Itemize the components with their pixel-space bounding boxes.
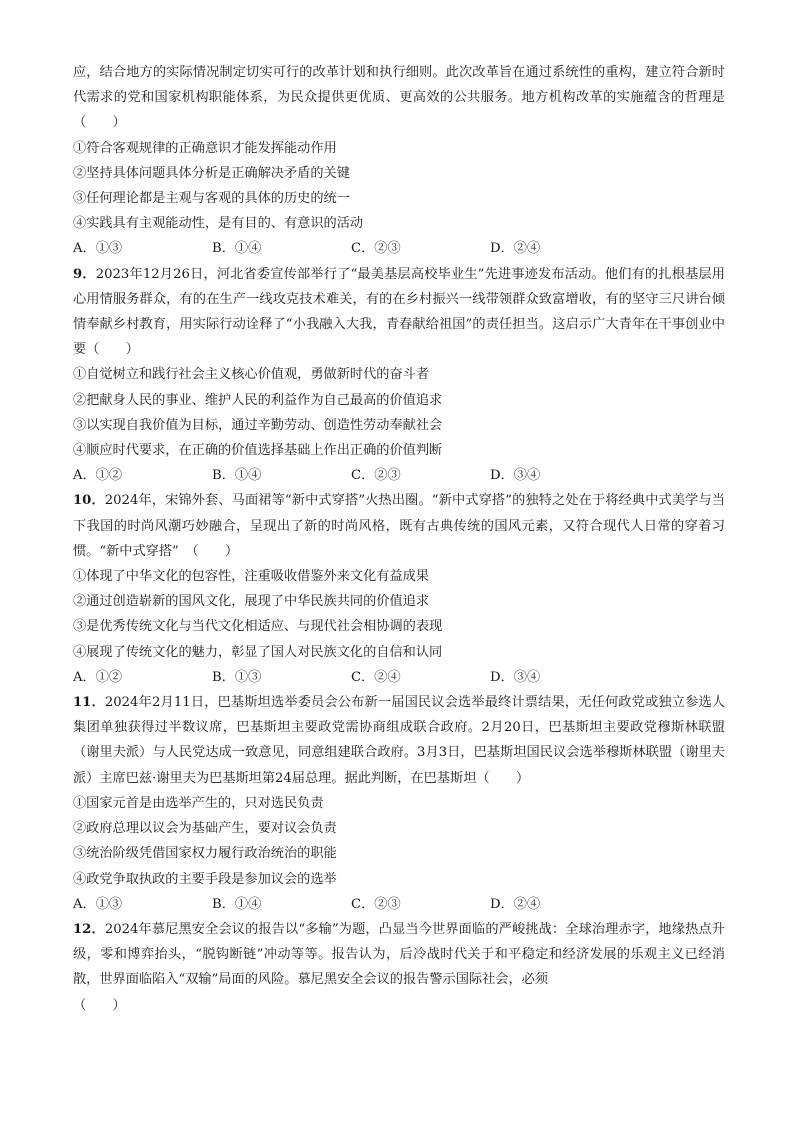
question-11-option-3: ③统治阶级凭借国家权力履行政治统治的职能 — [73, 846, 337, 862]
question-11-stem — [73, 690, 725, 791]
question-10 — [73, 488, 725, 690]
question-11-choice-d[interactable]: D．②④ — [490, 896, 541, 912]
question-8-stem: 应，结合地方的实际情况制定切实可行的改革计划和执行细则。此次改革旨在通过系统性的重构，建立符合新时代需求的党和国家机构职能体系，为民众提供更优质、更高效的公共服务。地方机构改革的实施蕴含的哲理是（ ） — [73, 65, 725, 131]
question-11-choice-b[interactable]: B．①④ — [212, 896, 262, 912]
question-11 — [73, 690, 725, 917]
question-9-option-2: ②把献身人民的事业、维护人民的利益作为自己最高的价值追求 — [73, 392, 443, 408]
question-9-choice-d[interactable]: D．③④ — [490, 468, 541, 484]
question-10-option-3: ③是优秀传统文化与当代文化相适应、与现代社会相协调的表现 — [73, 619, 443, 635]
question-12-stem — [73, 917, 725, 993]
question-12-stem-text: 2024年慕尼黑安全会议的报告以“多输”为题，凸显当今世界面临的严峻挑战：全球治理赤字，地缘热点升级，零和博弈抬头，“脱钩断链”冲动等等。报告认为，后冷战时代关于和平稳定和经济发展的乐观主义已经消散，世界面临陷入“双输”局面的风险。慕尼黑安全会议的报告警示国际社会，必须 — [73, 921, 725, 988]
question-11-option-1: ①国家元首是由选举产生的，只对选民负责 — [73, 795, 324, 811]
question-10-option-1: ①体现了中华文化的包容性，注重吸收借鉴外来文化有益成果 — [73, 569, 430, 585]
question-12 — [73, 917, 725, 1018]
question-11-option-2: ②政府总理以议会为基础产生，要对议会负责 — [73, 821, 337, 837]
question-11-choices — [73, 892, 725, 917]
question-10-stem — [73, 488, 725, 564]
question-12-answer-blank: （ ） — [73, 997, 126, 1013]
question-10-number: 10． — [73, 493, 105, 509]
question-8-choice-c[interactable]: C．②③ — [351, 241, 401, 257]
question-9-stem — [73, 262, 725, 363]
question-8-choice-b[interactable]: B．①④ — [212, 241, 262, 257]
question-9-option-1: ①自觉树立和践行社会主义核心价值观，勇做新时代的奋斗者 — [73, 367, 430, 383]
question-9-option-4: ④顺应时代要求，在正确的价值选择基础上作出正确的价值判断 — [73, 443, 443, 459]
question-8-option-2: ②坚持具体问题具体分析是正确解决矛盾的关键 — [73, 165, 350, 181]
question-10-stem-text: 2024年，宋锦外套、马面裙等“新中式穿搭”火热出圈。“新中式穿搭”的独特之处在于将经典中式美学与当下我国的时尚风潮巧妙融合，呈现出了新的时尚风格，既有古典传统的国风元素，又符合现代人日常的穿着习惯。“新中式穿搭” （ ） — [73, 493, 725, 559]
question-11-choice-c[interactable]: C．②③ — [351, 896, 401, 912]
question-11-number: 11． — [73, 695, 105, 711]
question-10-choice-d[interactable]: D．③④ — [490, 669, 541, 685]
question-11-stem-text: 2024年2月11日，巴基斯坦选举委员会公布新一届国民议会选举最终计票结果，无任何政党或独立参选人集团单独获得过半数议席，巴基斯坦主要政党需协商组成联合政府。2月20日，巴基斯坦主要政党穆斯林联盟（谢里夫派）与人民党达成一致意见，同意组建联合政府。3月3日，巴基斯坦国民议会选举穆斯林联盟（谢里夫派）主席巴兹·谢里夫为巴基斯坦第24届总理。据此判断，在巴基斯坦（ ） — [73, 695, 725, 786]
question-9-choices — [73, 463, 725, 488]
question-9-option-3: ③以实现自我价值为目标，通过辛勤劳动、创造性劳动奉献社会 — [73, 417, 443, 433]
question-9-choice-c[interactable]: C．②③ — [351, 468, 401, 484]
question-9-choice-b[interactable]: B．①④ — [212, 468, 262, 484]
question-10-option-4: ④展现了传统文化的魅力，彰显了国人对民族文化的自信和认同 — [73, 644, 443, 660]
question-10-choice-c[interactable]: C．②④ — [351, 669, 401, 685]
page-content — [73, 60, 725, 1018]
question-10-option-2: ②通过创造崭新的国风文化，展现了中华民族共同的价值追求 — [73, 594, 430, 610]
question-10-choice-a[interactable]: A．①② — [73, 669, 123, 685]
question-11-choice-a[interactable]: A．①③ — [73, 896, 123, 912]
question-12-number: 12． — [73, 921, 105, 937]
question-8-choices — [73, 236, 725, 261]
question-9 — [73, 262, 725, 489]
question-9-choice-a[interactable]: A．①② — [73, 468, 123, 484]
question-10-choice-b[interactable]: B．①③ — [212, 669, 262, 685]
question-8-choice-a[interactable]: A．①③ — [73, 241, 123, 257]
question-8-choice-d[interactable]: D．②④ — [490, 241, 541, 257]
question-9-stem-text: 2023年12月26日，河北省委宣传部举行了“最美基层高校毕业生”先进事迹发布活动。他们有的扎根基层用心用情服务群众，有的在生产一线攻克技术难关，有的在乡村振兴一线带领群众致富增收，有的坚守三尺讲台倾情奉献乡村教育，用实际行动诠释了“小我融入大我，青春献给祖国”的责任担当。这启示广大青年在干事创业中要（ ） — [73, 266, 725, 358]
question-8-option-1: ①符合客观规律的正确意识才能发挥能动作用 — [73, 140, 337, 156]
question-8-option-3: ③任何理论都是主观与客观的具体的历史的统一 — [73, 191, 350, 207]
question-8 — [73, 60, 725, 262]
question-8-option-4: ④实践具有主观能动性，是有目的、有意识的活动 — [73, 216, 364, 232]
question-9-number: 9． — [73, 266, 96, 282]
question-10-choices — [73, 665, 725, 690]
question-11-option-4: ④政党争取执政的主要手段是参加议会的选举 — [73, 871, 337, 887]
